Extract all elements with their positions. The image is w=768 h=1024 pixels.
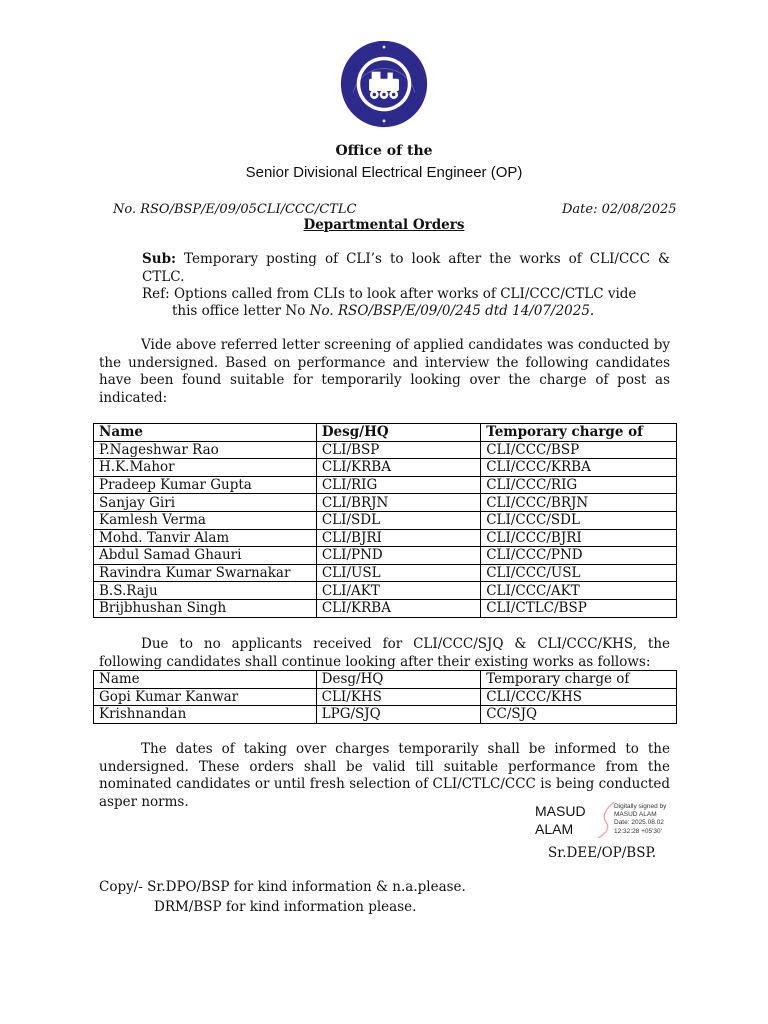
table-row: [94, 459, 677, 477]
cell-charge: CLI/CCC/BSP: [481, 441, 677, 459]
reference-letter-number: No. RSO/BSP/E/09/0/245 dtd 14/07/2025.: [309, 303, 595, 319]
subject-line: [142, 251, 670, 286]
office-designation: Senior Divisional Electrical Engineer (OP): [245, 164, 523, 181]
signatory-name-line-2: ALAM: [535, 821, 574, 837]
table-row: [94, 706, 677, 724]
cell-name: H.K.Mahor: [94, 459, 317, 477]
cell-desg: CLI/AKT: [316, 582, 480, 600]
stamp-line: 12:32:28 +05'30': [614, 827, 662, 835]
cell-desg: CLI/USL: [316, 564, 480, 582]
cell-charge: CLI/CCC/BJRI: [481, 529, 677, 547]
cell-name: Abdul Samad Ghauri: [94, 547, 317, 565]
cell-desg: CLI/KHS: [316, 688, 481, 706]
cell-name: Pradeep Kumar Gupta: [94, 476, 317, 494]
cell-charge: CLI/CCC/SDL: [481, 511, 677, 529]
table-row: [94, 688, 677, 706]
table-row: [94, 476, 677, 494]
cell-name: Mohd. Tanvir Alam: [94, 529, 317, 547]
table-row: [94, 582, 677, 600]
column-header-name: Name: [94, 671, 317, 689]
body-paragraph-2: Due to no applicants received for CLI/CCC/SJQ & CLI/CCC/KHS, the following candidates shall continue looking after their existing works as follows:: [99, 636, 670, 670]
cell-charge: CLI/CCC/BRJN: [481, 494, 677, 512]
copy-to-line-1: Copy/- Sr.DPO/BSP for kind information & n.a.please.: [99, 879, 466, 895]
cell-name: Sanjay Giri: [94, 494, 317, 512]
cell-desg: CLI/KRBA: [316, 459, 480, 477]
digital-signature-stamp: [614, 803, 666, 836]
cell-desg: CLI/BJRI: [316, 529, 480, 547]
column-header-charge: Temporary charge of: [481, 671, 677, 689]
table-header-row: [94, 671, 677, 689]
cell-charge: CLI/CCC/KRBA: [481, 459, 677, 477]
cell-desg: CLI/KRBA: [316, 599, 480, 617]
table-row: [94, 441, 677, 459]
subject-label: Sub:: [142, 251, 176, 267]
reference-prefix: this office letter No: [172, 303, 310, 319]
cell-desg: CLI/RIG: [316, 476, 480, 494]
cell-charge: CLI/CCC/AKT: [481, 582, 677, 600]
reference-line-1: Ref: Options called from CLIs to look after works of CLI/CCC/CTLC vide: [142, 286, 637, 302]
cell-name: Kamlesh Verma: [94, 511, 317, 529]
signatory-name: [535, 802, 586, 838]
cell-name: P.Nageshwar Rao: [94, 441, 317, 459]
indian-railways-logo: [340, 40, 428, 128]
copy-to-line-2: DRM/BSP for kind information please.: [154, 899, 417, 915]
table-row: [94, 494, 677, 512]
table-row: [94, 599, 677, 617]
cell-name: Brijbhushan Singh: [94, 599, 317, 617]
cell-name: B.S.Raju: [94, 582, 317, 600]
signatory-designation: Sr.DEE/OP/BSP.: [548, 845, 657, 861]
cell-charge: CLI/CCC/USL: [481, 564, 677, 582]
body-paragraph-3: The dates of taking over charges temporarily shall be informed to the undersigned. These orders shall be valid till suitable performance from the nominated candidates or until fresh selection of CLI/CTLC/CCC is being conducted asper norms.: [99, 741, 670, 810]
document-title: Departmental Orders: [303, 217, 465, 233]
cell-charge: CLI/CCC/PND: [481, 547, 677, 565]
subject-text: Temporary posting of CLI’s to look after the works of CLI/CCC & CTLC.: [142, 251, 670, 285]
cell-desg: CLI/BSP: [316, 441, 480, 459]
cell-charge: CLI/CCC/RIG: [481, 476, 677, 494]
table-row: [94, 511, 677, 529]
cell-name: Ravindra Kumar Swarnakar: [94, 564, 317, 582]
cell-name: Krishnandan: [94, 706, 317, 724]
cell-charge: CC/SJQ: [481, 706, 677, 724]
cell-name: Gopi Kumar Kanwar: [94, 688, 317, 706]
table-row: [94, 529, 677, 547]
office-heading: Office of the: [335, 143, 433, 159]
cell-charge: CLI/CCC/KHS: [481, 688, 677, 706]
signatory-name-line-1: MASUD: [535, 803, 586, 819]
table-row: [94, 547, 677, 565]
cell-desg: CLI/PND: [316, 547, 480, 565]
reference-line-2: [172, 303, 594, 319]
table-row: [94, 564, 677, 582]
stamp-line: Date: 2025.08.02: [614, 819, 664, 827]
stamp-line: MASUD ALAM: [614, 811, 657, 819]
body-paragraph-1: Vide above referred letter screening of applied candidates was conducted by the undersigned. Based on performance and interview the following candidates have been found suitable for temporarily looking over the charge of post as indicated:: [99, 337, 670, 406]
stamp-line: Digitally signed by: [614, 803, 667, 810]
column-header-desg: Desg/HQ: [316, 424, 480, 442]
cell-desg: LPG/SJQ: [316, 706, 481, 724]
cell-desg: CLI/SDL: [316, 511, 480, 529]
cell-desg: CLI/BRJN: [316, 494, 480, 512]
order-date: Date: 02/08/2025: [562, 202, 677, 217]
column-header-name: Name: [94, 424, 317, 442]
candidates-table: [93, 423, 677, 618]
column-header-charge: Temporary charge of: [481, 424, 677, 442]
table-header-row: [94, 424, 677, 442]
existing-works-table: [93, 670, 677, 724]
column-header-desg: Desg/HQ: [316, 671, 481, 689]
reference-number: No. RSO/BSP/E/09/05CLI/CCC/CTLC: [113, 202, 357, 217]
cell-charge: CLI/CTLC/BSP: [481, 599, 677, 617]
